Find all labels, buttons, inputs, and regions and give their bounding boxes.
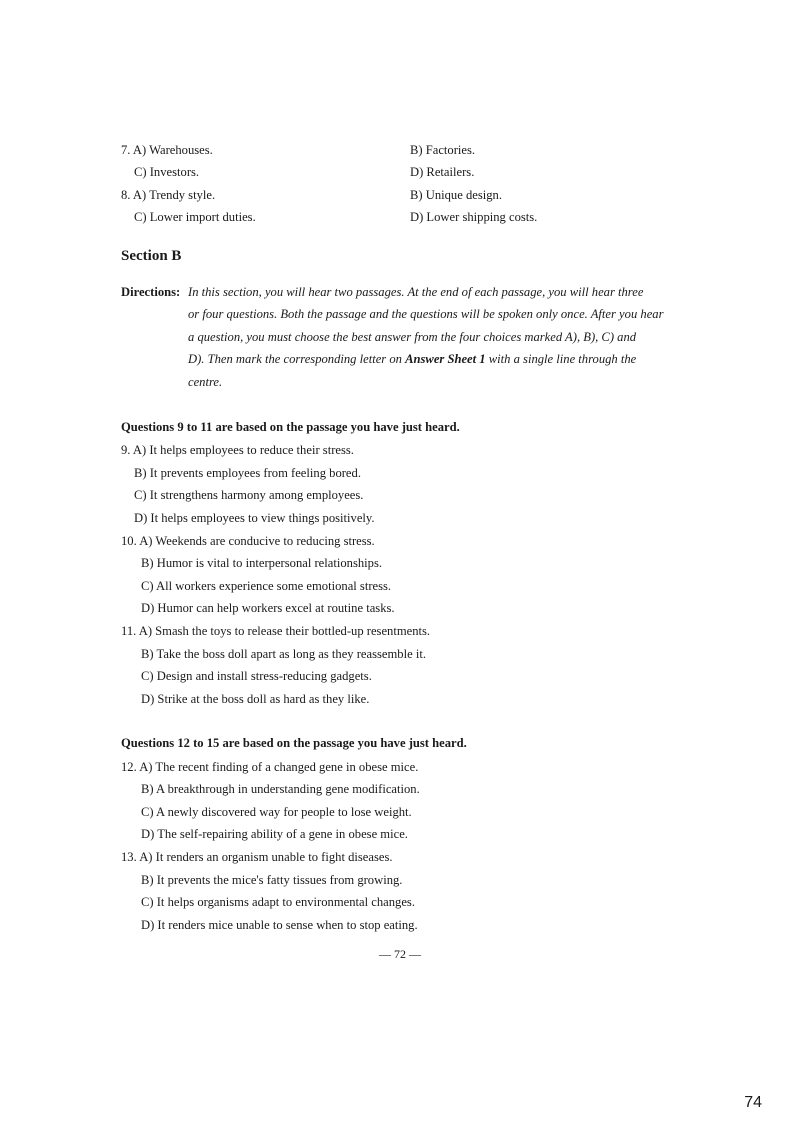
q13-option-b: B) It prevents the mice's fatty tissues from growing. [141,873,403,887]
directions-line-5: centre. [188,375,223,389]
directions-line-4-head: D). Then mark the corresponding letter on [188,352,402,366]
q8-option-b: B) Unique design. [410,188,502,202]
q13-option-d: D) It renders mice unable to sense when to stop eating. [141,918,418,932]
q7-option-c: C) Investors. [134,165,200,179]
q12-option-c: C) A newly discovered way for people to lose weight. [141,805,412,819]
q8-option-a: 8. A) Trendy style. [121,188,216,202]
group1-heading: Questions 9 to 11 are based on the passage you have just heard. [121,420,460,434]
q8-option-c: C) Lower import duties. [134,210,256,224]
q12-option-b: B) A breakthrough in understanding gene modification. [141,782,420,796]
q9-option-a: 9. A) It helps employees to reduce their stress. [121,443,354,457]
q11-option-d: D) Strike at the boss doll as hard as they like. [141,692,370,706]
q13-option-a: 13. A) It renders an organism unable to fight diseases. [121,850,393,864]
q7-option-a: 7. A) Warehouses. [121,143,213,157]
q10-option-d: D) Humor can help workers excel at routine tasks. [141,601,395,615]
q9-option-b: B) It prevents employees from feeling bored. [134,466,361,480]
q9-option-c: C) It strengthens harmony among employees. [134,488,364,502]
group2-heading: Questions 12 to 15 are based on the passage you have just heard. [121,736,467,750]
directions-line-1: In this section, you will hear two passages. At the end of each passage, you will hear three [188,285,644,299]
directions-line-2: or four questions. Both the passage and the questions will be spoken only once. After you hear [188,307,664,321]
q7-option-d: D) Retailers. [410,165,475,179]
answer-sheet-label: Answer Sheet 1 [405,352,486,366]
q10-option-a: 10. A) Weekends are conducive to reducing stress. [121,534,375,548]
q11-option-a: 11. A) Smash the toys to release their bottled-up resentments. [121,624,431,638]
q13-option-c: C) It helps organisms adapt to environmental changes. [141,895,415,909]
q11-option-c: C) Design and install stress-reducing gadgets. [141,669,372,683]
q8-option-d: D) Lower shipping costs. [410,210,538,224]
q9-option-d: D) It helps employees to view things positively. [134,511,375,525]
q10-option-b: B) Humor is vital to interpersonal relationships. [141,556,382,570]
directions-label: Directions: [121,285,181,299]
directions-line-4-tail: with a single line through the [488,352,637,366]
page-footer: — 72 — [379,947,421,961]
page-number: 74 [744,1094,762,1111]
q12-option-d: D) The self-repairing ability of a gene in obese mice. [141,827,408,841]
directions-line-3: a question, you must choose the best answer from the four choices marked A), B), C) and [188,330,637,344]
q12-option-a: 12. A) The recent finding of a changed gene in obese mice. [121,760,419,774]
section-title: Section B [121,248,182,264]
q10-option-c: C) All workers experience some emotional stress. [141,579,392,593]
q7-option-b: B) Factories. [410,143,476,157]
directions-line-4 [188,351,636,367]
q11-option-b: B) Take the boss doll apart as long as they reassemble it. [141,647,426,661]
